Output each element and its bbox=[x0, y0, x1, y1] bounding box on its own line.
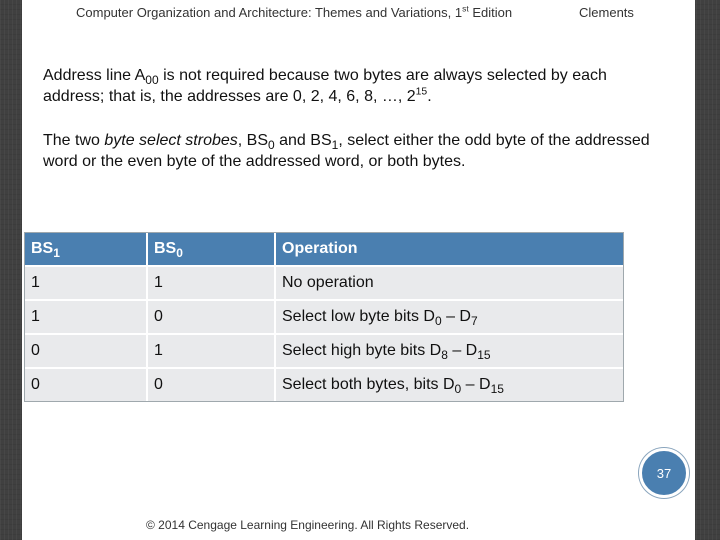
cell-bs1: 1 bbox=[25, 301, 148, 335]
header-title: Computer Organization and Architecture: Themes and Variations, 1st Edition bbox=[76, 3, 513, 20]
copyright-footer: © 2014 Cengage Learning Engineering. All Rights Reserved. bbox=[146, 518, 470, 532]
paragraph-address-line: Address line $A_{00}$ is not required because two bytes are always selected by each address; that is, the addresses are 0, 2, 4, 6, 8, …, $2^{15}$. bbox=[43, 67, 607, 105]
table-row bbox=[25, 369, 623, 401]
table-row bbox=[25, 335, 623, 369]
cell-bs1: 1 bbox=[25, 267, 148, 301]
header-bs1: $BS_1$ bbox=[25, 233, 148, 267]
table-header-row bbox=[25, 233, 623, 267]
cell-operation: Select low byte bits $D_0 - D_7$ bbox=[276, 301, 623, 335]
cell-bs0: 1 bbox=[148, 335, 276, 369]
cell-bs0: 0 bbox=[148, 301, 276, 335]
cell-bs0: 0 bbox=[148, 369, 276, 401]
table-row bbox=[25, 301, 623, 335]
cell-operation: Select both bytes, bits $D_0 - D_{15}$ bbox=[282, 376, 504, 396]
paragraph-byte-select: The two byte select strobes, $BS_0$ and $BS_1$, select either the odd byte of the addressed word or the even byte of the addressed word, or both bytes. bbox=[43, 132, 650, 170]
header-operation: Operation bbox=[276, 233, 623, 267]
cell-operation: Select high byte bits $D_8 - D_{15}$ bbox=[276, 335, 623, 369]
header-bs0: $BS_0$ bbox=[148, 233, 276, 267]
byte-select-table bbox=[24, 232, 624, 402]
cell-bs1: 0 bbox=[25, 335, 148, 369]
table-row bbox=[25, 267, 623, 301]
cell-bs1: 0 bbox=[25, 369, 148, 401]
cell-operation: No operation bbox=[276, 267, 623, 301]
header-author: Clements bbox=[579, 5, 634, 20]
cell-bs0: 1 bbox=[148, 267, 276, 301]
page-number-badge: 37 bbox=[639, 448, 689, 498]
slide-panel bbox=[22, 0, 695, 540]
